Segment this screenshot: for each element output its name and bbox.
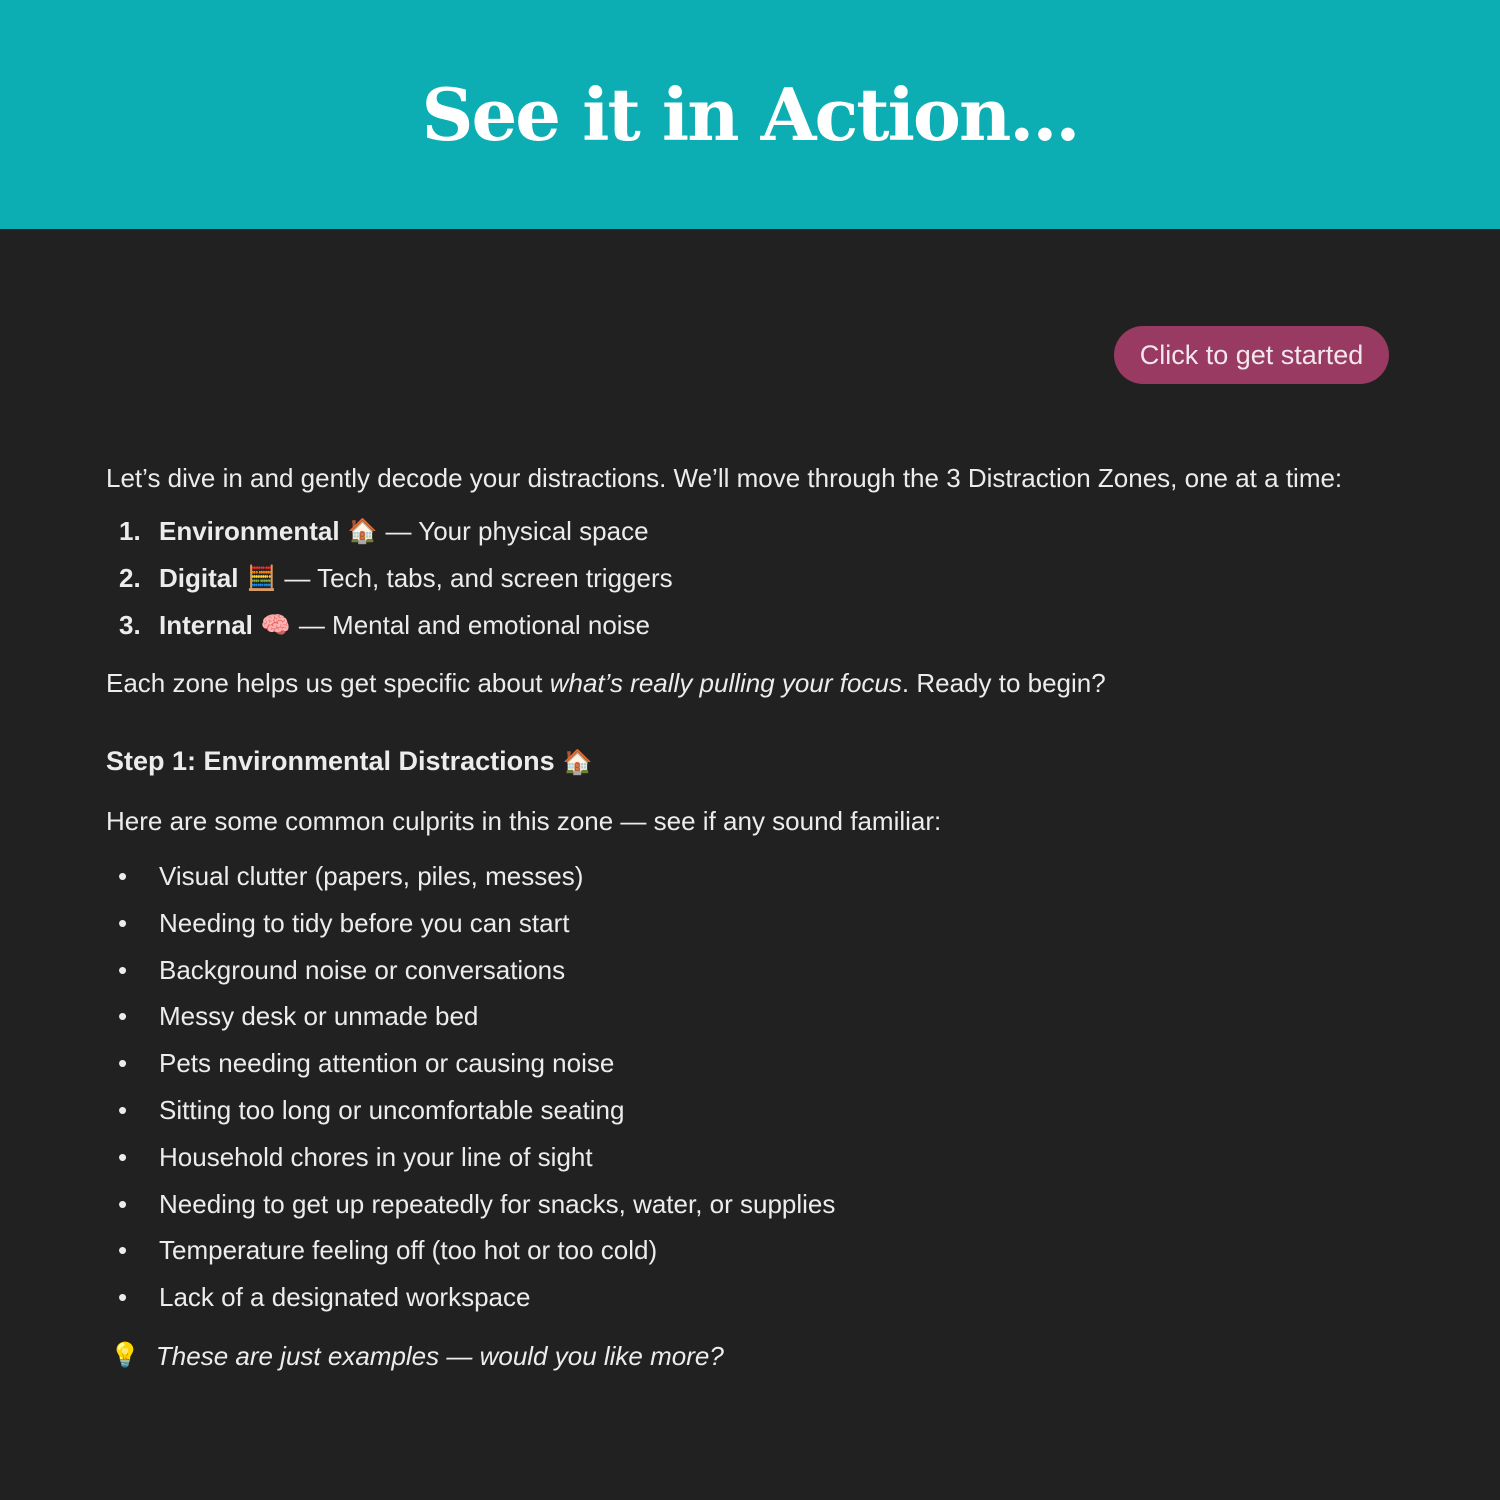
page-title: See it in Action... bbox=[421, 72, 1079, 157]
zone-item: 3. Internal 🧠 — Mental and emotional noise bbox=[106, 602, 1426, 649]
abacus-icon: 🧮 bbox=[246, 565, 277, 592]
culprits-intro: Here are some common culprits in this zone — see if any sound familiar: bbox=[106, 806, 942, 836]
chat-message bbox=[106, 458, 1426, 1379]
list-item: • Lack of a designated workspace bbox=[118, 1282, 531, 1313]
list-item: • Pets needing attention or causing noise bbox=[118, 1048, 615, 1079]
step-heading: Step 1: Environmental Distractions 🏠 bbox=[106, 746, 593, 776]
list-item: • Sitting too long or uncomfortable seating bbox=[118, 1094, 625, 1125]
list-item: • Visual clutter (papers, piles, messes) bbox=[118, 861, 584, 891]
lightbulb-icon: 💡 bbox=[110, 1341, 140, 1369]
house-icon: 🏠 bbox=[347, 518, 378, 545]
zone-item: 2. Digital 🧮 — Tech, tabs, and screen triggers bbox=[106, 555, 1426, 602]
list-item: • Needing to tidy before you can start bbox=[118, 907, 570, 938]
get-started-button[interactable]: Click to get started bbox=[1114, 326, 1389, 384]
culprits-list bbox=[106, 853, 1426, 1321]
zones-list bbox=[106, 508, 1426, 649]
intro-text: Let’s dive in and gently decode your distractions. We’ll move through the 3 Distraction Zones, one at a time: bbox=[106, 463, 1343, 493]
list-item: • Needing to get up repeatedly for snacks, water, or supplies bbox=[118, 1188, 836, 1219]
zone-item: 1. Environmental 🏠 — Your physical space bbox=[106, 508, 1426, 555]
list-item: • Messy desk or unmade bed bbox=[118, 1001, 479, 1032]
header-banner bbox=[0, 0, 1500, 229]
house-icon: 🏠 bbox=[562, 749, 593, 776]
each-zone-text: Each zone helps us get specific about what’s really pulling your focus. Ready to begin? bbox=[106, 668, 1106, 698]
brain-icon: 🧠 bbox=[260, 612, 291, 639]
list-item: • Household chores in your line of sight bbox=[118, 1141, 593, 1172]
list-item: • Background noise or conversations bbox=[118, 954, 566, 985]
list-item: • Temperature feeling off (too hot or too cold) bbox=[118, 1235, 658, 1266]
examples-note: 💡 These are just examples — would you like more? bbox=[106, 1333, 1426, 1379]
